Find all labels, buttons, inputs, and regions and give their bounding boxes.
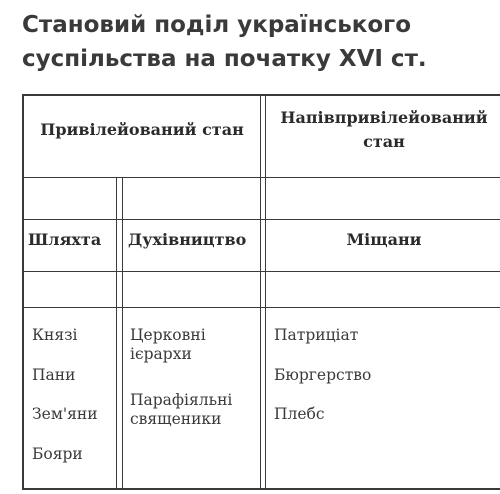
townspeople-item-plebs: Плебс — [274, 405, 325, 423]
row-divider-3 — [22, 271, 500, 272]
estates-table — [22, 94, 500, 490]
clergy-item-hierarchs-line-1: Церковні — [130, 326, 206, 344]
clergy-item-parish-priests — [130, 391, 232, 429]
clergy-item-parish-line-2: священики — [130, 410, 222, 428]
gentry-item-lords: Пани — [32, 366, 76, 384]
gentry-clergy-divider-b — [122, 177, 123, 490]
title-line-2: суспільства на початку XVI ст. — [22, 46, 427, 72]
clergy-item-hierarchs-line-2: ієрархи — [130, 345, 192, 363]
clergy-item-hierarchs — [130, 326, 206, 364]
semi-privileged-estate-header — [268, 106, 500, 154]
gentry-item-landowners: Зем'яни — [32, 405, 98, 423]
page-title — [22, 8, 492, 76]
gentry-clergy-divider-a — [116, 177, 117, 490]
clergy-item-parish-line-1: Парафіяльні — [130, 391, 233, 409]
row-divider-2 — [22, 219, 500, 220]
title-line-1: Становий поділ українського — [22, 12, 411, 38]
stan-divider-b — [265, 94, 266, 490]
row-divider-4 — [22, 307, 500, 308]
table-top-border — [22, 94, 500, 96]
clergy-header: Духівництво — [128, 230, 247, 249]
gentry-header: Шляхта — [28, 230, 102, 249]
row-divider-1 — [22, 177, 500, 178]
townspeople-header: Міщани — [346, 230, 422, 249]
semi-privileged-header-line-2: стан — [363, 132, 405, 151]
townspeople-item-patriciate: Патриціат — [274, 326, 359, 344]
table-bottom-border — [22, 488, 500, 490]
stan-divider-a — [260, 94, 261, 490]
privileged-estate-header: Привілейований стан — [40, 120, 244, 139]
gentry-item-boyars: Бояри — [32, 445, 83, 463]
semi-privileged-header-line-1: Напівпривілейований — [280, 108, 488, 127]
townspeople-item-burghers: Бюргерство — [274, 366, 372, 384]
table-left-border — [22, 94, 24, 490]
gentry-item-princes: Князі — [32, 326, 78, 344]
